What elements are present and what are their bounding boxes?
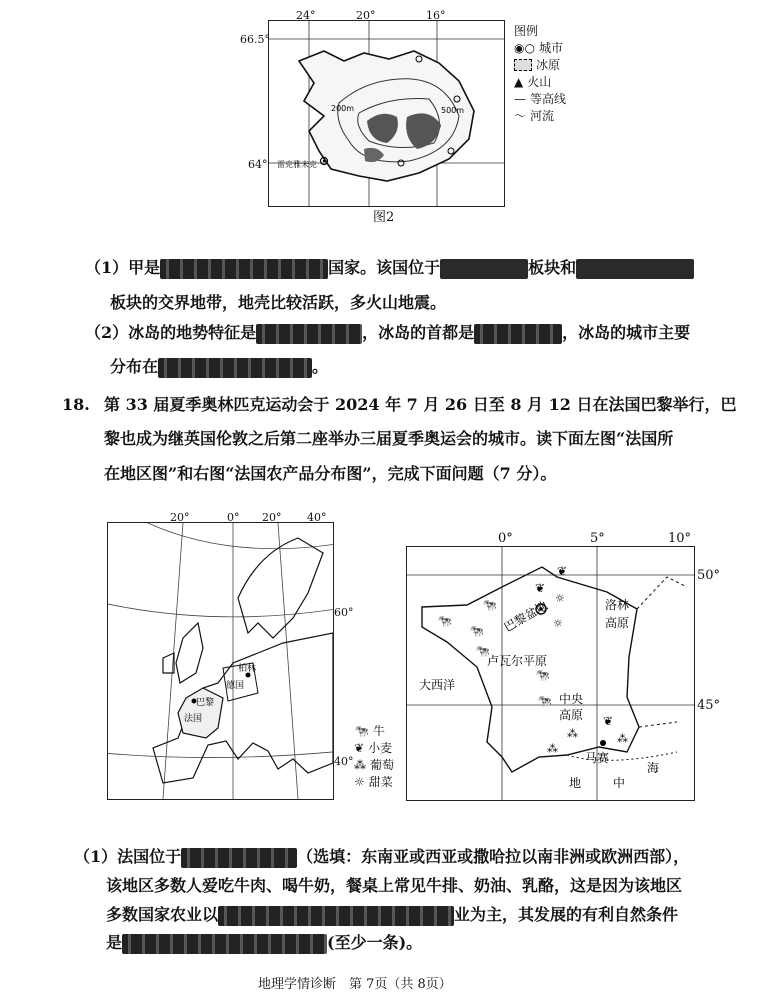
city-icon: ◉○ — [514, 40, 535, 55]
grape-icon: ⁂ — [617, 732, 628, 745]
iceland-map — [268, 20, 505, 207]
q18-stem-line2: 黎也成为继英国伦敦之后第二座举办三届夏季奥运会的城市。读下面左图“法国所 — [104, 429, 674, 448]
plateau-label: 高原 — [605, 616, 630, 630]
beet-icon: ☼ — [555, 592, 565, 605]
lon-label: 20° — [356, 9, 376, 22]
figure2-caption: 图2 — [373, 210, 395, 225]
legend-label: 城市 — [538, 41, 563, 55]
q18-number: 18. — [62, 395, 90, 414]
redacted-answer — [474, 324, 562, 344]
france-outline — [178, 688, 223, 738]
cattle-icon: 🐄 — [354, 723, 369, 738]
q18-part1-line4: 是 (至少一条)。 — [106, 933, 423, 952]
wheat-icon: ❦ — [535, 581, 546, 595]
legend-label: 葡萄 — [370, 758, 395, 772]
lat-label: 50° — [697, 568, 721, 583]
cattle-icon: 🐄 — [475, 644, 490, 658]
atlantic-label: 大西洋 — [419, 678, 456, 692]
germany-label: 德国 — [226, 681, 245, 691]
lorraine-label: 洛林 — [605, 598, 630, 612]
volcano-icon: ▲ — [514, 74, 524, 89]
legend-label: 牛 — [372, 724, 385, 738]
legend-title: 图例 — [514, 24, 539, 38]
redacted-answer — [181, 848, 297, 868]
redacted-answer — [160, 259, 328, 279]
france-agriculture-map — [406, 546, 695, 801]
legend-label: 小麦 — [368, 741, 393, 755]
paris-basin-label: 巴黎盆地 — [501, 598, 551, 635]
legend-label: 河流 — [530, 109, 555, 123]
redacted-answer — [218, 906, 454, 926]
redacted-answer — [256, 324, 362, 344]
lon-label: 16° — [426, 9, 446, 22]
cattle-icon: 🐄 — [535, 668, 550, 682]
redacted-answer — [576, 259, 694, 279]
central-label: 中央 — [559, 692, 584, 706]
lat-label: 64° — [248, 158, 268, 171]
iceland-map-svg — [269, 21, 504, 206]
farm-legend — [354, 722, 402, 790]
river-icon: ～ — [514, 109, 527, 123]
paris-label: 巴黎 — [196, 698, 215, 708]
lon-label: 0° — [227, 511, 240, 524]
grape-icon: ⁂ — [567, 727, 578, 740]
q18-part1-line2: 该地区多数人爱吃牛肉、喝牛奶，餐桌上常见牛排、奶油、乳酪，这是因为该地区 — [106, 876, 683, 895]
page-footer: 地理学情诊断 第 7页（共 8页） — [258, 977, 452, 992]
contour-label: 200m — [331, 104, 355, 113]
marseille-label: 马赛 — [585, 751, 610, 765]
figure2-legend — [514, 22, 614, 124]
med-label: 地 — [569, 776, 582, 790]
wheat-icon: ❦ — [557, 564, 568, 578]
q17-part1-line1: （1）甲是 国家。该国位于 板块和 — [85, 258, 694, 279]
lon-label: 40° — [307, 511, 327, 524]
lon-label: 20° — [262, 511, 282, 524]
med-label: 海 — [647, 761, 660, 775]
lon-label: 20° — [170, 511, 190, 524]
q18-part1-line3: 多数国家农业以 业为主，其发展的有利自然条件 — [106, 905, 679, 924]
q18-part1-line1: （1）法国位于 （选填：东南亚或西亚或撒哈拉以南非洲或欧洲西部）， — [74, 847, 690, 866]
q17-part2-line1: （2）冰岛的地势特征是 ，冰岛的首都是 ，冰岛的城市主要 — [85, 323, 691, 342]
q17-part2-line2: 分布在 。 — [110, 357, 329, 376]
contour-label: 500m — [441, 106, 465, 115]
q18-stem-line3: 在地区图”和右图“法国农产品分布图”，完成下面问题（7 分）。 — [104, 464, 557, 483]
contour-icon: — — [514, 91, 526, 106]
legend-label: 等高线 — [530, 92, 567, 106]
lon-label: 5° — [590, 531, 605, 546]
q18-stem-line1: 第 33 届夏季奥林匹克运动会于 2024 年 7 月 26 日至 8 月 12 日在法国巴黎举行，巴 — [104, 395, 737, 414]
europe-map — [107, 522, 334, 800]
berlin-label: 柏林 — [238, 664, 257, 674]
beet-icon: ☼ — [354, 774, 365, 789]
legend-label: 火山 — [527, 75, 552, 89]
redacted-answer — [122, 934, 327, 954]
grape-icon: ⁂ — [547, 742, 558, 755]
wheat-icon: ❦ — [603, 714, 614, 728]
cattle-icon: 🐄 — [537, 694, 552, 708]
massif-label: 高原 — [559, 708, 584, 722]
lat-label: 45° — [697, 698, 721, 713]
capital-label: 雷克雅未克 — [277, 160, 317, 169]
redacted-answer — [158, 358, 312, 378]
loire-label: 卢瓦尔平原 — [487, 654, 548, 668]
beet-icon: ☼ — [553, 617, 563, 630]
cattle-icon: 🐄 — [437, 614, 452, 628]
cattle-icon: 🐄 — [469, 624, 484, 638]
redacted-answer — [440, 259, 528, 279]
lat-label: 40° — [334, 755, 354, 768]
france-label: 法国 — [184, 714, 203, 724]
lon-label: 10° — [668, 531, 692, 546]
lat-label: 66.5° — [240, 33, 270, 46]
legend-label: 甜菜 — [368, 775, 393, 789]
wheat-icon: ❦ — [354, 740, 365, 755]
lon-label: 24° — [296, 9, 316, 22]
legend-label: 冰原 — [536, 58, 561, 72]
grape-icon: ⁂ — [354, 757, 366, 772]
lon-label: 0° — [498, 531, 513, 546]
med-label: 中 — [613, 776, 626, 790]
cattle-icon: 🐄 — [482, 598, 497, 612]
glacier-icon — [514, 59, 532, 71]
q17-part1-line2: 板块的交界地带，地壳比较活跃，多火山地震。 — [110, 293, 447, 312]
lat-label: 60° — [334, 606, 354, 619]
